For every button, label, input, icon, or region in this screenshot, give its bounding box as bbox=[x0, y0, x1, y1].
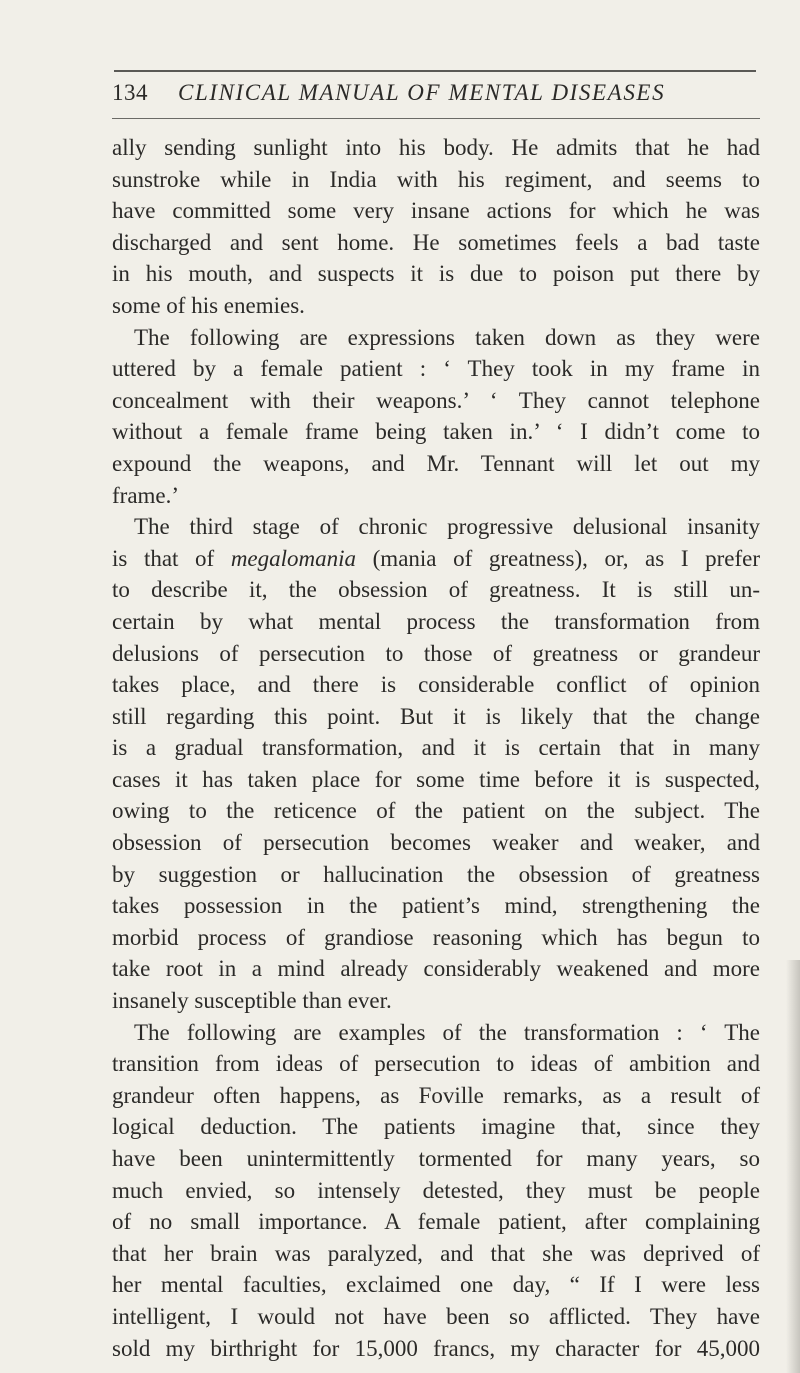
text-line: of no small importance. A female patient, after complaining bbox=[112, 1209, 760, 1235]
text-line: obsession of persecution becomes weaker and weaker, and bbox=[112, 830, 760, 856]
text-line: much envied, so intensely detested, they must be people bbox=[112, 1177, 760, 1203]
page-number: 134 bbox=[112, 80, 148, 105]
text-line: to describe it, the obsession of greatness. It is still un- bbox=[112, 577, 760, 603]
line-start: is that of bbox=[112, 545, 231, 571]
text-line: that her brain was paralyzed, and that she was deprived of bbox=[112, 1240, 760, 1266]
text-line: is a gradual transformation, and it is certain that in many bbox=[112, 735, 760, 761]
text-line: sold my birthright for 15,000 francs, my character for 45,000 bbox=[112, 1335, 760, 1361]
paragraph-start: The following are examples of the transformation : ‘ The bbox=[134, 1019, 760, 1045]
text-line: in his mouth, and suspects it is due to poison put there by bbox=[112, 261, 760, 287]
text-line: grandeur often happens, as Foville remarks, as a result of bbox=[112, 1082, 760, 1108]
paragraph-start: The following are expressions taken down as they were bbox=[134, 324, 760, 350]
italic-term: megalomania bbox=[230, 545, 357, 571]
text-line: concealment with their weapons.’ ‘ They cannot telephone bbox=[112, 387, 760, 413]
text-line: cases it has taken place for some time before it is suspected, bbox=[112, 766, 760, 792]
header-rule bbox=[112, 118, 760, 119]
page-edge-shadow bbox=[786, 960, 800, 1373]
text-line: have committed some very insane actions for which he was bbox=[112, 198, 760, 224]
paragraph-start: The third stage of chronic progressive delusional insanity bbox=[134, 514, 760, 540]
text-line: uttered by a female patient : ‘ They took in my frame in bbox=[112, 356, 760, 382]
text-line: discharged and sent home. He sometimes feels a bad taste bbox=[112, 229, 760, 255]
text-line: transition from ideas of persecution to ideas of ambition and bbox=[112, 1051, 760, 1077]
running-head bbox=[112, 80, 762, 120]
running-title: CLINICAL MANUAL OF MENTAL DISEASES bbox=[178, 80, 666, 105]
text-line: certain by what mental process the transformation from bbox=[112, 608, 760, 634]
text-line: owing to the reticence of the patient on the subject. The bbox=[112, 798, 760, 824]
text-line-with-italic bbox=[112, 543, 760, 575]
text-line: some of his enemies. bbox=[112, 292, 305, 318]
text-line: by suggestion or hallucination the obsession of greatness bbox=[112, 861, 760, 887]
text-line: intelligent, I would not have been so afflicted. They have bbox=[112, 1303, 760, 1329]
text-line: ally sending sunlight into his body. He admits that he had bbox=[112, 135, 760, 160]
top-rule bbox=[114, 70, 756, 72]
line-end: (mania of greatness), or, as I prefer bbox=[356, 545, 760, 571]
text-line: without a female frame being taken in.’ ‘ I didn’t come to bbox=[112, 419, 760, 445]
text-line: delusions of persecution to those of greatness or grandeur bbox=[112, 640, 760, 666]
text-line: still regarding this point. But it is likely that the change bbox=[112, 703, 760, 729]
text-line: morbid process of grandiose reasoning which has begun to bbox=[112, 924, 760, 950]
text-line: have been unintermittently tormented for many years, so bbox=[112, 1146, 760, 1171]
text-line: takes possession in the patient’s mind, strengthening the bbox=[112, 893, 760, 919]
text-line: her mental faculties, exclaimed one day, “ If I were less bbox=[112, 1272, 760, 1298]
text-line: logical deduction. The patients imagine that, since they bbox=[112, 1114, 760, 1140]
body-text bbox=[112, 132, 760, 1364]
text-line: sunstroke while in India with his regiment, and seems to bbox=[112, 166, 760, 192]
text-line: insanely susceptible than ever. bbox=[112, 988, 392, 1014]
text-line: takes place, and there is considerable conflict of opinion bbox=[112, 672, 760, 698]
text-line: expound the weapons, and Mr. Tennant will let out my bbox=[112, 450, 760, 476]
text-line: frame.’ bbox=[112, 482, 180, 508]
text-line: take root in a mind already considerably weakened and more bbox=[112, 956, 760, 982]
